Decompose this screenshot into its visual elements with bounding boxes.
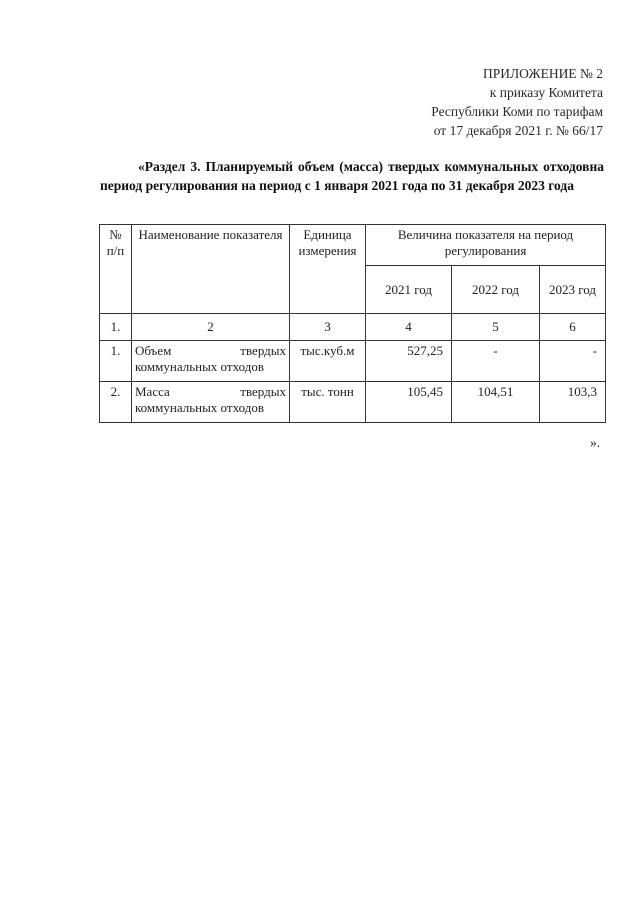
committee-name: Республики Коми по тарифам — [431, 104, 603, 119]
row-unit: тыс.куб.м — [290, 341, 366, 382]
table-index-row — [100, 314, 606, 341]
row-num: 1. — [100, 341, 132, 382]
waste-volume-table — [99, 224, 606, 423]
header-year-2021: 2021 год — [366, 266, 452, 314]
index-cell: 6 — [540, 314, 606, 341]
appendix-header — [431, 64, 603, 140]
table-row — [100, 341, 606, 382]
header-year-2023: 2023 год — [540, 266, 606, 314]
index-cell: 1. — [100, 314, 132, 341]
row-value-2022: 104,51 — [452, 382, 540, 423]
row-value-2023: - — [540, 341, 606, 382]
header-value-group: Величина показателя на период регулирования — [366, 225, 606, 266]
index-cell: 5 — [452, 314, 540, 341]
index-cell: 4 — [366, 314, 452, 341]
section-title: «Раздел 3. Планируемый объем (масса) твердых коммунальных отходовна период регулирования на период с 1 января 2021 года по 31 декабря 2023 года — [100, 159, 604, 193]
row-unit: тыс. тонн — [290, 382, 366, 423]
index-cell: 3 — [290, 314, 366, 341]
header-name: Наименование показателя — [132, 225, 290, 314]
header-num: № п/п — [100, 225, 132, 314]
table-header-row — [100, 225, 606, 266]
row-name: Масса твердых коммунальных отходов — [132, 382, 290, 423]
row-value-2021: 527,25 — [366, 341, 452, 382]
row-num: 2. — [100, 382, 132, 423]
closing-quote: ». — [590, 435, 601, 450]
row-value-2022: - — [452, 341, 540, 382]
row-value-2021: 105,45 — [366, 382, 452, 423]
row-name: Объем твердых коммунальных отходов — [132, 341, 290, 382]
index-cell: 2 — [132, 314, 290, 341]
row-value-2023: 103,3 — [540, 382, 606, 423]
header-unit: Единица измерения — [290, 225, 366, 314]
order-reference: к приказу Комитета — [489, 85, 603, 100]
order-date-number: от 17 декабря 2021 г. № 66/17 — [433, 123, 603, 138]
table-row — [100, 382, 606, 423]
appendix-number: ПРИЛОЖЕНИЕ № 2 — [482, 66, 603, 81]
header-year-2022: 2022 год — [452, 266, 540, 314]
